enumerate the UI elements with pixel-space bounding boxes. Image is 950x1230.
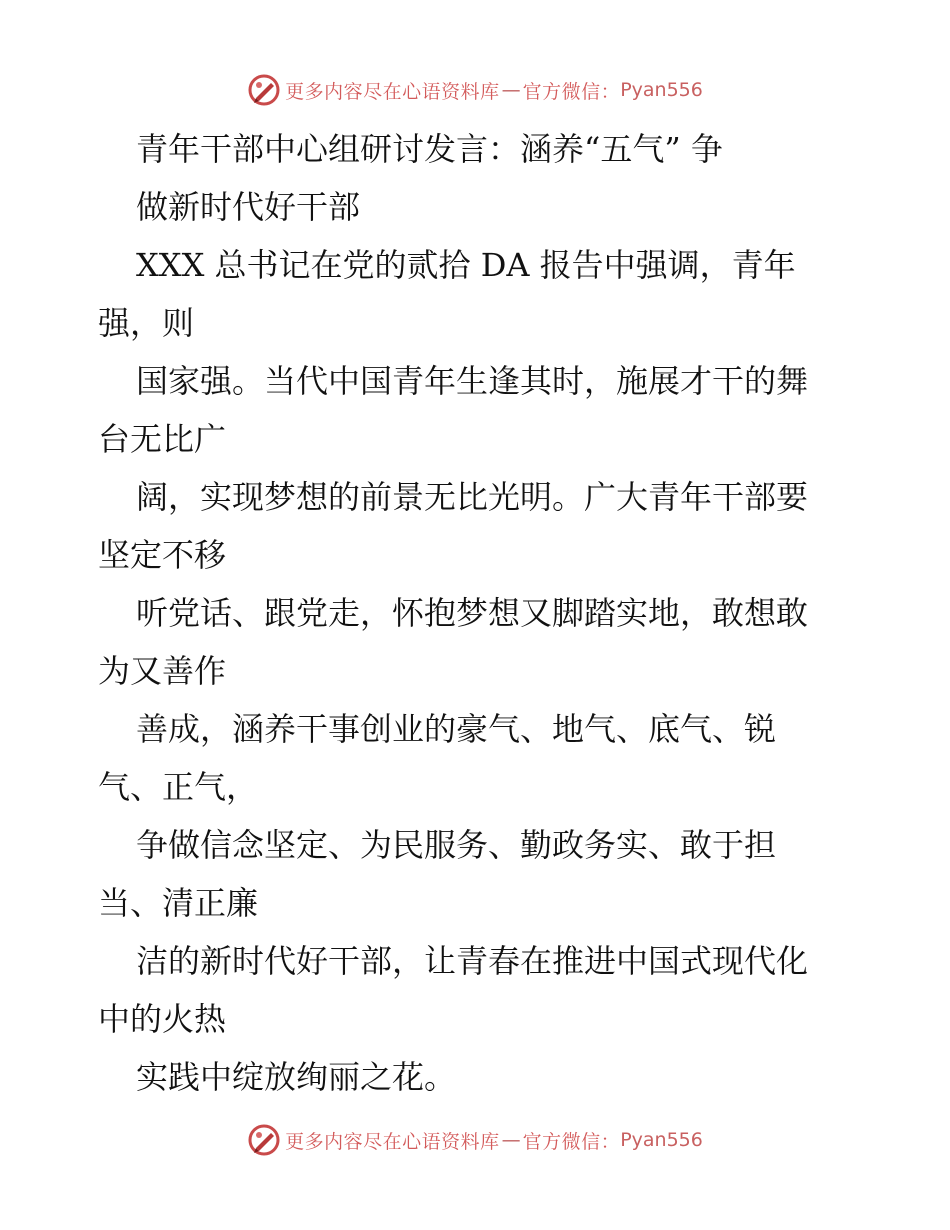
- watermark-site-text: 更多内容尽在心语资料库: [285, 80, 500, 103]
- watermark-wechat-id: Pyan556: [620, 1129, 703, 1151]
- paragraph-line: 听党话、跟党走，怀抱梦想又脚踏实地，敢想敢: [136, 594, 809, 632]
- paragraph-line: 为又善作: [98, 652, 227, 690]
- paragraph-line: 阔，实现梦想的前景无比光明。广大青年干部要: [136, 478, 809, 516]
- paragraph-line: 坚定不移: [98, 536, 227, 574]
- watermark-wechat-label: 官方微信：: [522, 80, 621, 103]
- pen-logo-icon: [247, 1123, 281, 1157]
- paragraph-line: 当、清正廉: [98, 884, 259, 922]
- paragraph-line: 洁的新时代好干部，让青春在推进中国式现代化: [136, 942, 809, 980]
- paragraph-line: 强，则: [98, 304, 195, 342]
- document-body: [98, 120, 858, 1106]
- document-title-line: 青年干部中心组研讨发言：涵养“五气” 争: [136, 130, 723, 168]
- footer-watermark: [0, 1120, 950, 1160]
- watermark-site-text: 更多内容尽在心语资料库: [285, 1130, 500, 1153]
- paragraph-line: 气、正气，: [98, 768, 259, 806]
- pen-logo-icon: [247, 73, 281, 107]
- paragraph-line: 中的火热: [98, 1000, 227, 1038]
- paragraph-line: XXX 总书记在党的贰拾 DA 报告中强调，青年: [136, 246, 796, 284]
- paragraph-line: 实践中绽放绚丽之花。: [136, 1058, 457, 1096]
- paragraph-line: 国家强。当代中国青年生逢其时，施展才干的舞: [136, 362, 809, 400]
- paragraph-line: 台无比广: [98, 420, 227, 458]
- document-title-line: 做新时代好干部: [136, 188, 361, 226]
- watermark-separator: —: [501, 79, 521, 101]
- header-watermark: [0, 70, 950, 110]
- paragraph-line: 善成，涵养干事创业的豪气、地气、底气、锐: [136, 710, 777, 748]
- watermark-wechat-label: 官方微信：: [522, 1130, 621, 1153]
- watermark-wechat-id: Pyan556: [620, 79, 703, 101]
- watermark-separator: —: [501, 1129, 521, 1151]
- paragraph-line: 争做信念坚定、为民服务、勤政务实、敢于担: [136, 826, 777, 864]
